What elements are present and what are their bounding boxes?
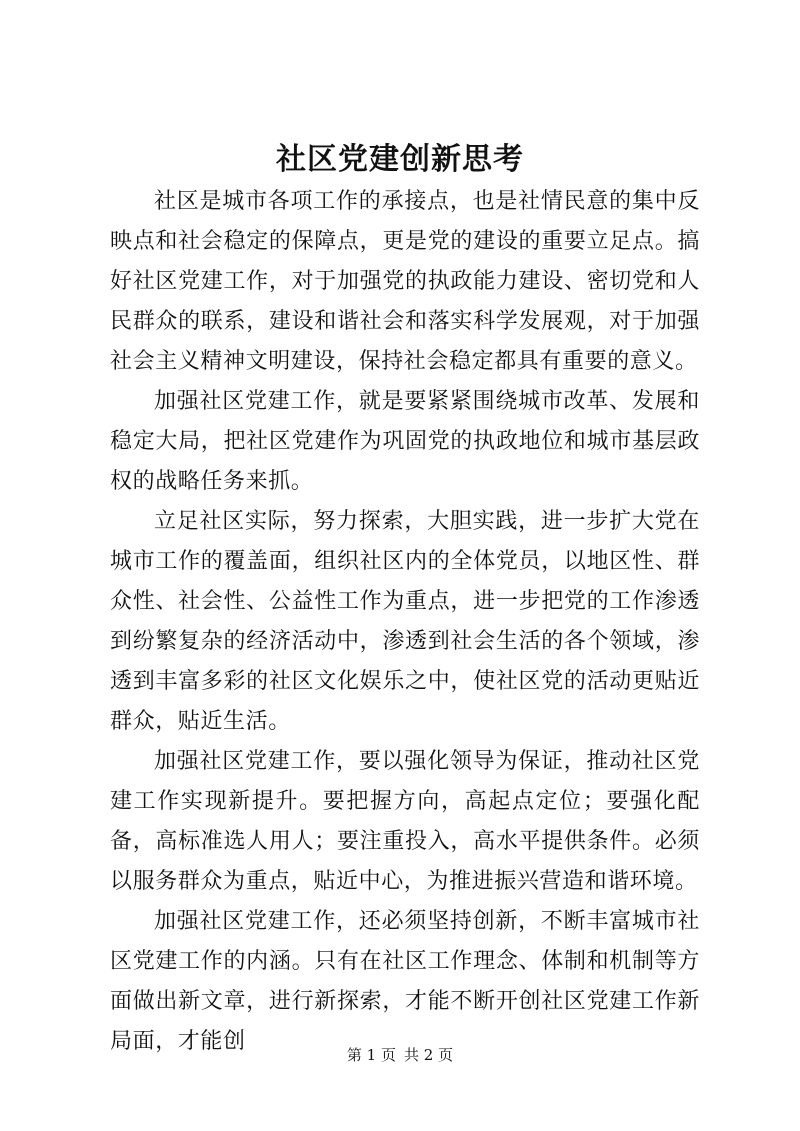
paragraph: 加强社区党建工作，还必须坚持创新，不断丰富城市社区党建工作的内涵。只有在社区工作理念、体制和机制等方面做出新文章，进行新探索，才能不断开创社区党建工作新局面，才能创 [110, 909, 700, 1054]
paragraph: 立足社区实际，努力探索，大胆实践，进一步扩大党在城市工作的覆盖面，组织社区内的全体党员，以地区性、群众性、社会性、公益性工作为重点，进一步把党的工作渗透到纷繁复杂的经济活动中，渗透到社会生活的各个领域，渗透到丰富多彩的社区文化娱乐之中，使社区党的活动更贴近群众，贴近生活。 [110, 509, 700, 734]
page-number-current: 第 1 页 [346, 1046, 396, 1064]
paragraph: 加强社区党建工作，要以强化领导为保证，推动社区党建工作实现新提升。要把握方向，高起点定位；要强化配备，高标准选人用人；要注重投入，高水平提供条件。必须以服务群众为重点，贴近中心，为推进振兴营造和谐环境。 [110, 749, 700, 894]
page-number-total: 共 2 页 [404, 1046, 454, 1064]
page-footer [0, 1045, 800, 1065]
page-title: 社区党建创新思考 [276, 142, 524, 177]
document-body [110, 182, 700, 1062]
paragraph: 社区是城市各项工作的承接点，也是社情民意的集中反映点和社会稳定的保障点，更是党的建设的重要立足点。搞好社区党建工作，对于加强党的执政能力建设、密切党和人民群众的联系，建设和谐社会和落实科学发展观，对于加强社会主义精神文明建设，保持社会稳定都具有重要的意义。 [110, 189, 700, 374]
paragraph: 加强社区党建工作，就是要紧紧围绕城市改革、发展和稳定大局，把社区党建作为巩固党的执政地位和城市基层政权的战略任务来抓。 [110, 389, 700, 494]
